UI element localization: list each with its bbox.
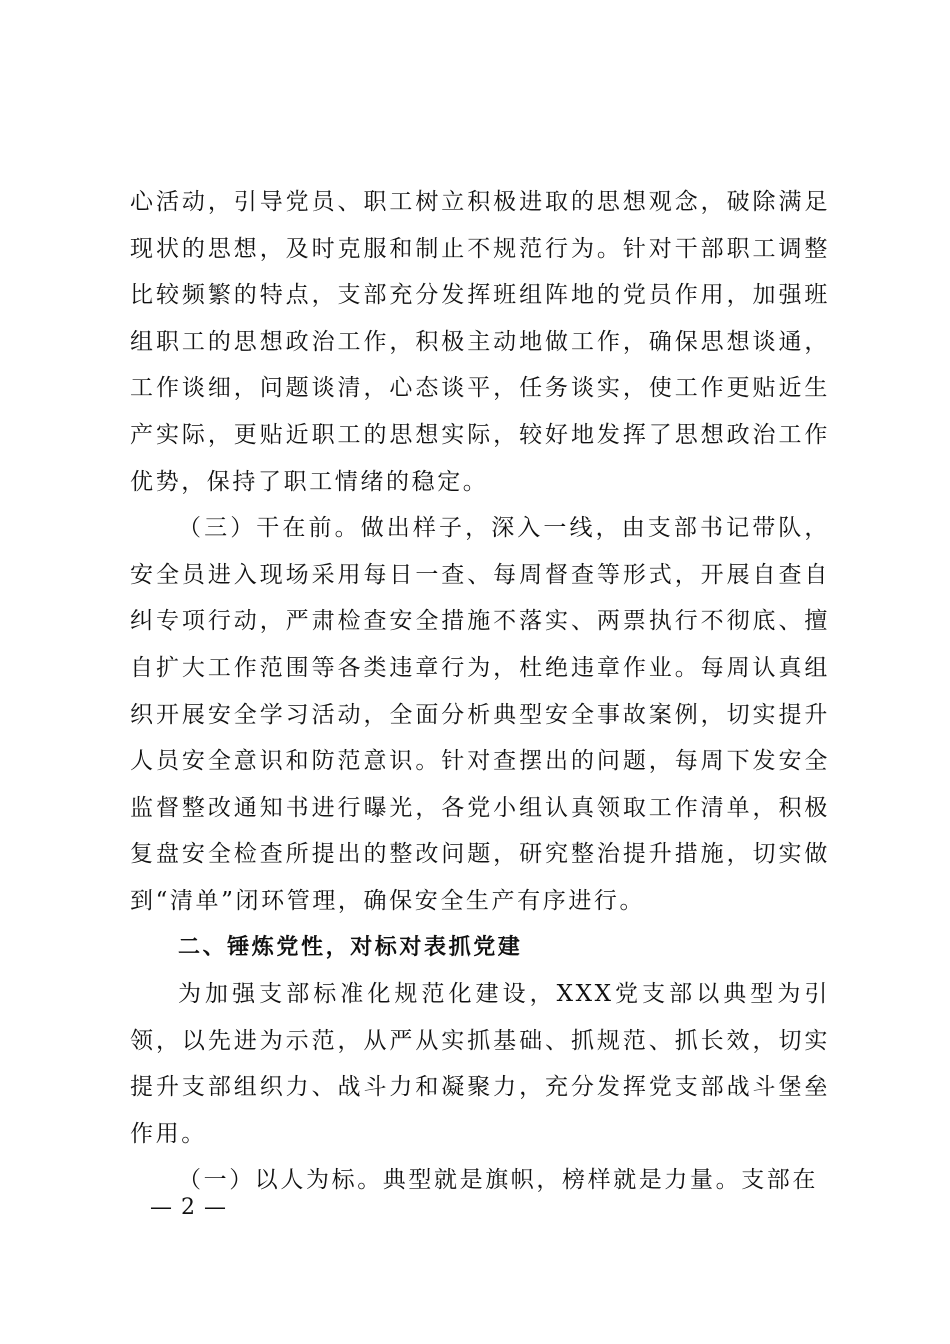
paragraph-section-two-intro: 为加强支部标准化规范化建设，XXX党支部以典型为引领，以先进为示范，从严从实抓基础、抓规范、抓长效，切实提升支部组织力、战斗力和凝聚力，充分发挥党支部战斗堡垒作用。: [130, 981, 830, 1147]
document-body: [130, 179, 830, 1204]
section-heading-two: 二、锤炼党性，对标对表抓党建: [178, 934, 523, 960]
paragraph-subsection-one: （一）以人为标。典型就是旗帜，榜样就是力量。支部在: [178, 1167, 818, 1194]
page-number: — 2 —: [150, 1195, 227, 1220]
paragraph-continuation: 心活动，引导党员、职工树立积极进取的思想观念，破除满足现状的思想，及时克服和制止不规范行为。针对干部职工调整比较频繁的特点，支部充分发挥班组阵地的党员作用，加强班组职工的思想政治工作，积极主动地做工作，确保思想谈通，工作谈细，问题谈清，心态谈平，任务谈实，使工作更贴近生产实际，更贴近职工的思想实际，较好地发挥了思想政治工作优势，保持了职工情绪的稳定。: [130, 189, 830, 495]
paragraph-section-three: （三）干在前。做出样子，深入一线，由支部书记带队，安全员进入现场采用每日一查、每周督查等形式，开展自查自纠专项行动，严肃检查安全措施不落实、两票执行不彻底、擅自扩大工作范围等各类违章行为，杜绝违章作业。每周认真组织开展安全学习活动，全面分析典型安全事故案例，切实提升人员安全意识和防范意识。针对查摆出的问题，每周下发安全监督整改通知书进行曝光，各党小组认真领取工作清单，积极复盘安全检查所提出的整改问题，研究整治提升措施，切实做到“清单”闭环管理，确保安全生产有序进行。: [130, 515, 830, 914]
